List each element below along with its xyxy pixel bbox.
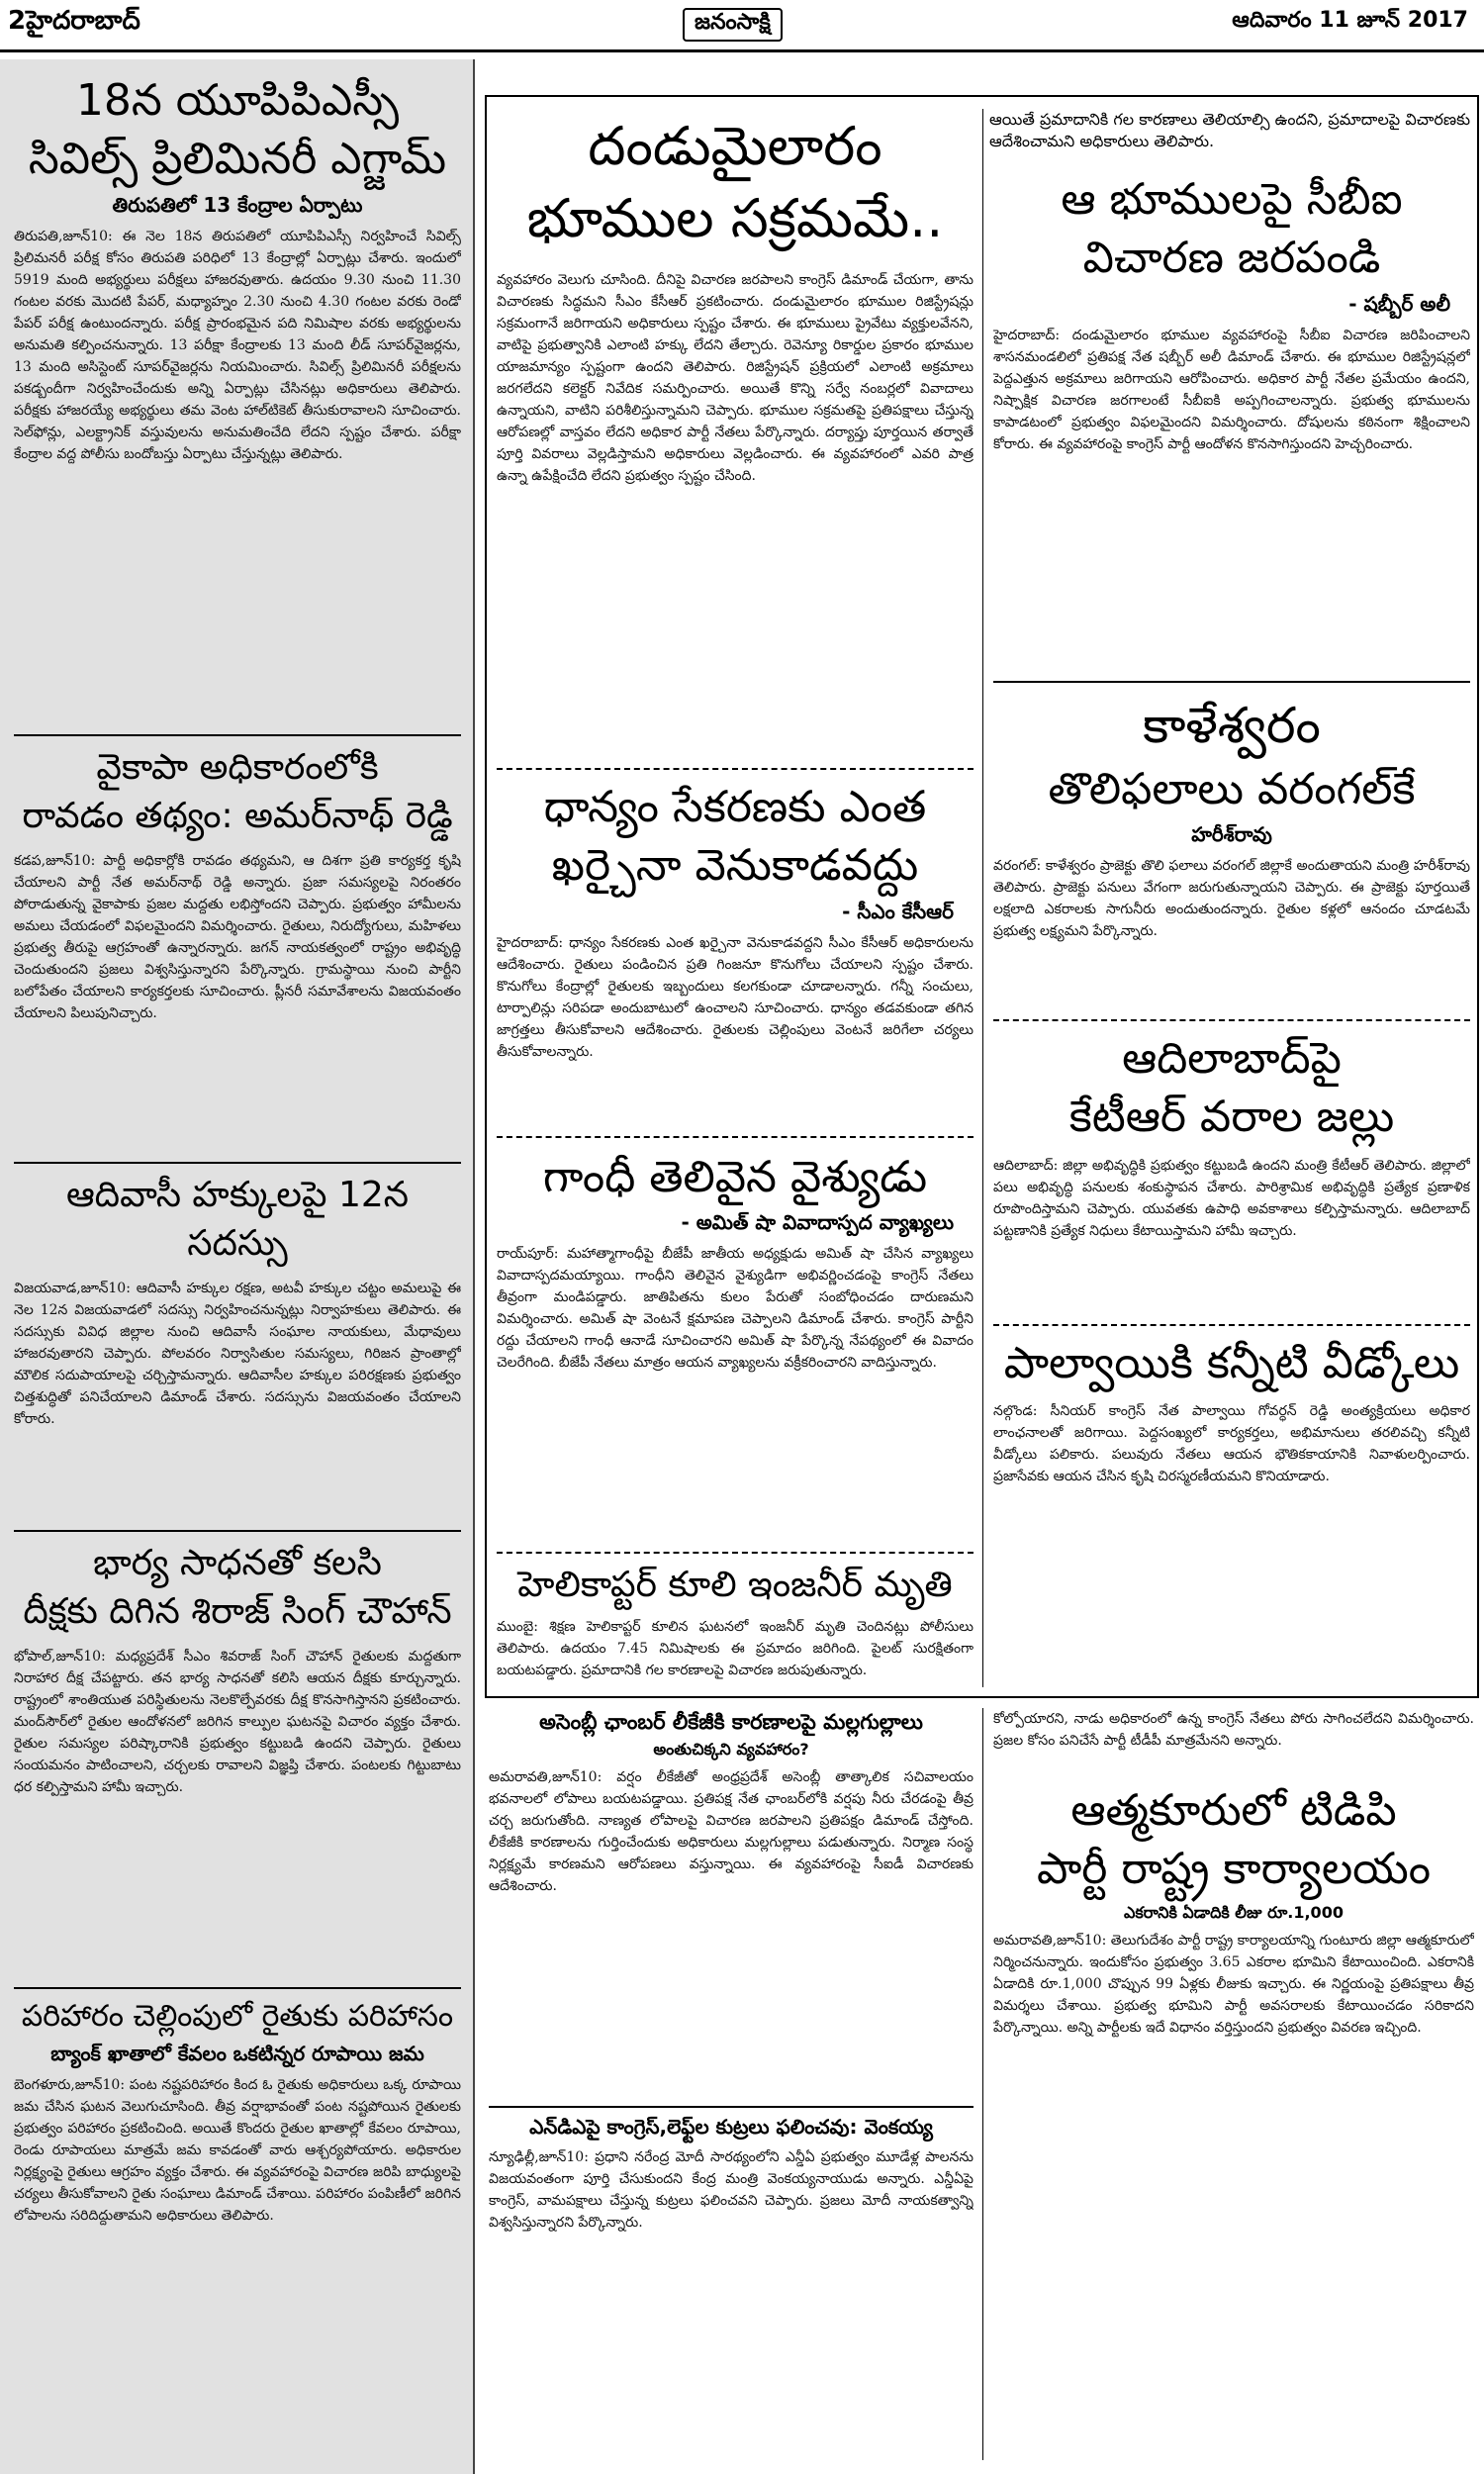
- byline: - సీఎం కేసీఆర్: [842, 899, 954, 923]
- issue-date: ఆదివారం 11 జూన్ 2017: [1232, 8, 1468, 33]
- divider: [14, 1987, 461, 1989]
- article-ycp: [14, 744, 461, 1160]
- divider: [14, 1162, 461, 1164]
- article-body: రాయ్‌పూర్‌: మహాత్మాగాంధీపై బీజేపీ జాతీయ అధ్యక్షుడు అమిత్‌ షా చేసిన వ్యాఖ్యలు వివాదాస్పదమయ్యాయి. గాంధీని తెలివైన వైశ్యుడిగా అభివర్ణించడంపై కాంగ్రెస్‌ నేతలు తీవ్రంగా మండిపడ్డారు. జాతిపితను కులం పేరుతో సంబోధించడం దారుణమని విమర్శించారు. అమిత్‌ షా వెంటనే క్షమాపణ చెప్పాలని డిమాండ్‌ చేశారు. కాంగ్రెస్‌ పార్టీని రద్దు చేయాలని గాంధీ ఆనాడే సూచించారని అమిత్‌ షా పేర్కొన్న నేపథ్యంలో ఈ వివాదం చెలరేగింది. బీజేపీ నేతలు మాత్రం ఆయన వ్యాఖ్యలను వక్రీకరించారని వాదిస్తున్నారు.: [497, 1246, 974, 1372]
- headline: వైకాపా అధికారంలోకి: [96, 747, 379, 788]
- dashed-divider: [497, 1552, 974, 1554]
- article-dandumailaram: [497, 111, 974, 764]
- article-body: న్యూఢిల్లీ,జూన్‌10: ప్రధాని నరేంద్ర మోదీ సారథ్యంలోని ఎన్డీఏ ప్రభుత్వం మూడేళ్ల పాలనను విజయవంతంగా పూర్తి చేసుకుందని కేంద్ర మంత్రి వెంకయ్యనాయుడు అన్నారు. ఎన్డీఏపై కాంగ్రెస్‌, వామపక్షాలు చేస్తున్న కుట్రలు ఫలించవని చెప్పారు. ప్రజలు మోదీ నాయకత్వాన్ని విశ్వసిస్తున్నారని పేర్కొన్నారు.: [489, 2149, 974, 2231]
- dashed-divider: [497, 1136, 974, 1138]
- headline: పరిహారం చెల్లింపులో రైతుకు పరిహాసం: [21, 1999, 454, 2034]
- article-body: బెంగళూరు,జూన్‌10: పంట నష్టపరిహారం కింద ఓ రైతుకు అధికారులు ఒక్క రూపాయి జమ చేసిన ఘటన వెలుగుచూసింది. తీవ్ర వర్షాభావంతో పంట నష్టపోయిన రైతులకు ప్రభుత్వం పరిహారం ప్రకటించింది. అయితే కొందరు రైతుల ఖాతాల్లో కేవలం రూపాయి, రెండు రూపాయలు మాత్రమే జమ కావడంతో వారు ఆశ్చర్యపోయారు. అధికారుల నిర్లక్ష్యంపై రైతులు ఆగ్రహం వ్యక్తం చేశారు. ఈ వ్యవహారంపై విచారణ జరిపి బాధ్యులపై చర్యలు తీసుకోవాలని రైతు సంఘాలు డిమాండ్‌ చేశాయి. పరిహారం పంపిణీలో జరిగిన లోపాలను సరిదిద్దుతామని అధికారులు తెలిపారు.: [14, 2076, 461, 2224]
- column-divider: [982, 1708, 983, 2460]
- header-rule: [0, 49, 1484, 52]
- article-adilabad: [993, 1029, 1470, 1316]
- byline: - షబ్బీర్ అలీ: [1348, 291, 1450, 316]
- column-divider: [982, 109, 983, 1687]
- byline: హరీశ్‌రావు: [1191, 821, 1272, 846]
- divider: [993, 681, 1470, 683]
- headline: ఆత్మకూరులో టిడిపి: [1070, 1785, 1397, 1836]
- article-kaleshwaram: [993, 693, 1470, 1019]
- divider: [14, 1530, 461, 1532]
- headline: భూముల సక్రమమే..: [526, 186, 944, 249]
- article-body: నల్గొండ: సీనియర్‌ కాంగ్రెస్‌ నేత పాల్వాయి గోవర్ధన్‌ రెడ్డి అంత్యక్రియలు అధికార లాంఛనాలతో జరిగాయి. పెద్దసంఖ్యలో కార్యకర్తలు, అభిమానులు తరలివచ్చి కన్నీటి వీడ్కోలు పలికారు. పలువురు నేతలు ఆయన భౌతికకాయానికి నివాళులర్పించారు. ప్రజాసేవకు ఆయన చేసిన కృషి చిరస్మరణీయమని కొనియాడారు.: [993, 1403, 1470, 1485]
- headline: తొలిఫలాలు వరంగల్‌కే: [1048, 763, 1416, 814]
- page-header: [0, 0, 1484, 59]
- article-intro: కోల్పోయారని, నాడు అధికారంలో ఉన్న కాంగ్రెస్‌ నేతలు పోరు సాగించలేదని విమర్శించారు. ప్రజల కోసం పనిచేసే పార్టీ టీడీపీ మాత్రమేనని అన్నారు.: [993, 1711, 1474, 1749]
- dashed-divider: [993, 1324, 1470, 1326]
- headline: ఆదిలాబాద్‌పై: [1122, 1033, 1342, 1084]
- headline: పాల్వాయికి కన్నీటి వీడ్కోలు: [1003, 1338, 1460, 1388]
- article-body: వరంగల్‌: కాళేశ్వరం ప్రాజెక్టు తొలి ఫలాలు వరంగల్‌ జిల్లాకే అందుతాయని మంత్రి హరీశ్‌రావు తెలిపారు. ప్రాజెక్టు పనులు వేగంగా జరుగుతున్నాయని చెప్పారు. ఈ ప్రాజెక్టు పూర్తయితే లక్షలాది ఎకరాలకు సాగునీరు అందుతుందన్నారు. రైతుల కళ్లలో ఆనందం చూడటమే ప్రభుత్వ లక్ష్యమని పేర్కొన్నారు.: [993, 857, 1470, 939]
- headline: దీక్షకు దిగిన శిరాజ్ సింగ్ చౌహాన్: [23, 1590, 452, 1632]
- cbi-top-note: [989, 109, 1470, 168]
- headline: దండుమైలారం: [588, 115, 882, 177]
- headline: ఖర్చైనా వెనుకాడవద్దు: [551, 840, 919, 892]
- article-compensation: [14, 1997, 461, 2462]
- dashed-divider: [497, 768, 974, 770]
- article-body: హైదరాబాద్‌: ధాన్యం సేకరణకు ఎంత ఖర్చైనా వెనుకాడవద్దని సీఎం కేసీఆర్‌ అధికారులను ఆదేశించారు. రైతులు పండించిన ప్రతి గింజనూ కొనుగోలు చేయాలని స్పష్టం చేశారు. కొనుగోలు కేంద్రాల్లో రైతులకు ఇబ్బందులు కలగకుండా చూడాలన్నారు. గన్నీ సంచులు, టార్పాలిన్లు సరిపడా అందుబాటులో ఉంచాలని సూచించారు. ధాన్యం తడవకుండా తగిన జాగ్రత్తలు తీసుకోవాలని ఆదేశించారు. రైతులకు చెల్లింపులు వెంటనే జరిగేలా చర్యలు తీసుకోవాలన్నారు.: [497, 934, 974, 1060]
- article-body: హైదరాబాద్‌: దండుమైలారం భూముల వ్యవహారంపై సీబీఐ విచారణ జరిపించాలని శాసనమండలిలో ప్రతిపక్ష నేత షబ్బీర్‌ అలీ డిమాండ్‌ చేశారు. ఈ భూముల రిజిస్ట్రేషన్లలో పెద్దఎత్తున అక్రమాలు జరిగాయని ఆరోపించారు. అధికార పార్టీ నేతల ప్రమేయం ఉందని, నిష్పాక్షిక విచారణ జరగాలంటే సీబీఐకి అప్పగించాలన్నారు. ప్రభుత్వ భూములను కాపాడటంలో ప్రభుత్వం విఫలమైందని విమర్శించారు. దోషులను కఠినంగా శిక్షించాలని కోరారు. ఈ వ్యవహారంపై కాంగ్రెస్‌ పార్టీ ఆందోళన కొనసాగిస్తుందని హెచ్చరించారు.: [993, 327, 1470, 452]
- article-body: అమరావతి,జూన్‌10: వర్షం లీకేజీతో అంధ్రప్రదేశ్‌ అసెంబ్లీ తాత్కాలిక సచివాలయం భవనాలలో లోపాలు బయటపడ్డాయి. ప్రతిపక్ష నేత ఛాంబర్‌లోకి వర్షపు నీరు చేరడంపై తీవ్ర చర్చ జరుగుతోంది. నాణ్యత లోపాలపై విచారణ జరపాలని ప్రతిపక్షం డిమాండ్‌ చేస్తోంది. లీకేజీకి కారణాలను గుర్తించేందుకు అధికారులు మల్లగుల్లాలు పడుతున్నారు. నిర్మాణ సంస్థ నిర్లక్ష్యమే కారణమని ఆరోపణలు వస్తున్నాయి. ఈ వ్యవహారంపై సీఐడీ విచారణకు ఆదేశించారు.: [489, 1769, 974, 1895]
- article-body: భోపాల్‌,జూన్‌10: మధ్యప్రదేశ్‌ సీఎం శివరాజ్‌ సింగ్‌ చౌహాన్‌ రైతులకు మద్దతుగా నిరాహార దీక్ష చేపట్టారు. తన భార్య సాధనతో కలిసి ఆయన దీక్షకు కూర్చున్నారు. రాష్ట్రంలో శాంతియుత పరిస్థితులను నెలకొల్పేవరకు దీక్ష కొనసాగిస్తానని ప్రకటించారు. మంద్‌సౌర్‌లో రైతుల ఆందోళనలో జరిగిన కాల్పుల ఘటనపై విచారం వ్యక్తం చేశారు. రైతుల సమస్యల పరిష్కారానికి ప్రభుత్వం కట్టుబడి ఉందని చెప్పారు. రైతులు సంయమనం పాటించాలని, చర్చలకు రావాలని విజ్ఞప్తి చేశారు. పంటలకు గిట్టుబాటు ధర కల్పిస్తామని హామీ ఇచ్చారు.: [14, 1649, 461, 1796]
- article-body: ఆదిలాబాద్‌: జిల్లా అభివృద్ధికి ప్రభుత్వం కట్టుబడి ఉందని మంత్రి కేటీఆర్‌ తెలిపారు. జిల్లాలో పలు అభివృద్ధి పనులకు శంకుస్థాపన చేశారు. పారిశ్రామిక అభివృద్ధికి ప్రత్యేక ప్రణాళిక రూపొందిస్తామని చెప్పారు. యువతకు ఉపాధి అవకాశాలు కల్పిస్తామన్నారు. ఆదిలాబాద్‌ పట్టణానికి ప్రత్యేక నిధులు కేటాయిస్తామని హామీ ఇచ్చారు.: [993, 1157, 1470, 1239]
- article-adivasi: [14, 1172, 461, 1528]
- article-assembly-leakage: [489, 1708, 974, 2104]
- divider: [14, 734, 461, 736]
- article-venkaiah: [489, 2114, 974, 2462]
- subheadline: తిరుపతిలో 13 కేంద్రాల ఏర్పాటు: [112, 192, 363, 217]
- newspaper-logo: జనంసాక్షి: [683, 8, 783, 42]
- article-atmakur: [993, 1708, 1474, 2460]
- article-body: ముంబై: శిక్షణ హెలికాప్టర్‌ కూలిన ఘటనలో ఇంజనీర్‌ మృతి చెందినట్లు పోలీసులు తెలిపారు. ఉదయం 7.45 నిమిషాలకు ఈ ప్రమాదం జరిగింది. పైలట్‌ సురక్షితంగా బయటపడ్డారు. ప్రమాదానికి గల కారణాలపై విచారణ జరుపుతున్నారు.: [497, 1618, 974, 1678]
- article-helicopter: [497, 1562, 974, 1690]
- note-text: ఆయితే ప్రమాదానికి గల కారణాలు తెలియాల్సి ఉందని, ప్రమాదాలపై విచారణకు ఆదేశించామని అధికారులు తెలిపారు.: [989, 110, 1470, 150]
- left-column-divider: [473, 59, 475, 2474]
- headline: పార్టీ రాష్ట్ర కార్యాలయం: [1036, 1844, 1432, 1895]
- headline: ఆ భూములపై సీబీఐ: [1061, 174, 1403, 225]
- headline: రావడం తథ్యం: అమర్‌నాథ్ రెడ్డి: [22, 795, 453, 836]
- headline: ఆదివాసీ హక్కులపై 12న సదస్సు: [65, 1175, 410, 1264]
- headline: అసెంబ్లీ ఛాంబర్ లీకేజీకి కారణాలపై మల్లగుల్లాలు: [539, 1710, 923, 1734]
- article-grain-procurement: [497, 778, 974, 1203]
- headline: ఎన్‌డిఎపై కాంగ్రెస్,లెఫ్ట్‌ల కుట్రలు ఫలించవు: వెంకయ్య: [529, 2115, 933, 2139]
- article-chouhan: [14, 1540, 461, 1985]
- dashed-divider: [993, 1019, 1470, 1021]
- headline: కేటీఆర్ వరాల జల్లు: [1068, 1092, 1395, 1143]
- article-body: వ్యవహారం వెలుగు చూసింది. దీనిపై విచారణ జరపాలని కాంగ్రెస్‌ డిమాండ్‌ చేయగా, తాను విచారణకు సిద్ధమని సీఎం కేసీఆర్‌ ప్రకటించారు. దండుమైలారం భూముల రిజిస్ట్రేషన్లు సక్రమంగానే జరిగాయని అధికారులు స్పష్టం చేశారు. ఈ భూములు ప్రైవేటు వ్యక్తులవేనని, వాటిపై ప్రభుత్వానికి ఎలాంటి హక్కు లేదని తేల్చారు. రెవెన్యూ రికార్డుల ప్రకారం భూముల యాజమాన్యం స్పష్టంగా ఉందని తెలిపారు. రిజిస్ట్రేషన్‌ ప్రక్రియలో ఎలాంటి అక్రమాలు జరగలేదని కలెక్టర్‌ నివేదిక సమర్పించారు. అయితే కొన్ని సర్వే నంబర్లలో వివాదాలు ఉన్నాయని, వాటిని పరిశీలిస్తున్నామని చెప్పారు. భూముల సక్రమతపై ప్రతిపక్షాలు చేస్తున్న ఆరోపణల్లో వాస్తవం లేదని అధికార పార్టీ నేతలు పేర్కొన్నారు. దర్యాప్తు పూర్తయిన తర్వాతే పూర్తి వివరాలు వెల్లడిస్తామని అధికారులు వెల్లడించారు. ఈ వ్యవహారంలో ఎవరి పాత్ర ఉన్నా ఉపేక్షించేది లేదని ప్రభుత్వం స్పష్టం చేసింది.: [497, 271, 974, 484]
- headline: హెలికాప్టర్ కూలి ఇంజనీర్ మృతి: [517, 1565, 953, 1605]
- subheadline: అంతుచిక్కని వ్యవహారం?: [653, 1740, 809, 1760]
- subheadline: ఎకరానికి ఏడాదికి లీజు రూ.1,000: [1124, 1902, 1344, 1922]
- page-number-city: 2హైదరాబాద్: [8, 6, 140, 36]
- headline: విచారణ జరపండి: [1082, 233, 1381, 284]
- article-palvai: [993, 1334, 1470, 1680]
- headline: ధాన్యం సేకరణకు ఎంత: [543, 782, 927, 832]
- headline: 18న యూపిపిఎస్సీ: [75, 75, 400, 126]
- headline: గాంధీ తెలివైన వైశ్యుడు: [542, 1152, 928, 1202]
- subheadline: బ్యాంక్ ఖాతాలో కేవలం ఒకటిన్నర రూపాయి జమ: [50, 2041, 424, 2065]
- article-cbi: [993, 170, 1470, 705]
- headline: సివిల్స్ ప్రిలిమినరీ ఎగ్జామ్: [28, 134, 447, 185]
- article-body: కడప,జూన్‌10: పార్టీ అధికార్లోకి రావడం తథ్యమని, ఆ దిశగా ప్రతి కార్యకర్త కృషి చేయాలని పార్టీ నేత అమర్‌నాథ్‌ రెడ్డి అన్నారు. ప్రజా సమస్యలపై నిరంతరం పోరాడుతున్న వైకాపాకు ప్రజల మద్దతు లభిస్తోందని చెప్పారు. ప్రభుత్వం హామీలను అమలు చేయడంలో విఫలమైందని విమర్శించారు. రైతులు, నిరుద్యోగులు, మహిళలు ప్రభుత్వ తీరుపై ఆగ్రహంతో ఉన్నారన్నారు. జగన్‌ నాయకత్వంలో రాష్ట్రం అభివృద్ధి చెందుతుందని ప్రజలు విశ్వసిస్తున్నారని పేర్కొన్నారు. గ్రామస్థాయి నుంచి పార్టీని బలోపేతం చేయాలని కార్యకర్తలకు సూచించారు. ప్లీనరీ సమావేశాలను విజయవంతం చేయాలని పిలుపునిచ్చారు.: [14, 853, 461, 1022]
- article-body: అమరావతి,జూన్‌10: తెలుగుదేశం పార్టీ రాష్ట్ర కార్యాలయాన్ని గుంటూరు జిల్లా ఆత్మకూరులో నిర్మించనున్నారు. ఇందుకోసం ప్రభుత్వం 3.65 ఎకరాల భూమిని కేటాయించింది. ఎకరానికి ఏడాదికి రూ.1,000 చొప్పున 99 ఏళ్లకు లీజుకు ఇచ్చారు. ఈ నిర్ణయంపై ప్రతిపక్షాలు తీవ్ర విమర్శలు చేశాయి. ప్రభుత్వ భూమిని పార్టీ అవసరాలకు కేటాయించడం సరికాదని పేర్కొన్నాయి. అన్ని పార్టీలకు ఇదే విధానం వర్తిస్తుందని ప్రభుత్వం వివరణ ఇచ్చింది.: [993, 1932, 1474, 2036]
- article-upsc: [14, 71, 461, 643]
- article-body: తిరుపతి,జూన్‌10: ఈ నెల 18న తిరుపతిలో యూపిపిఎస్సీ నిర్వహించే సివిల్స్‌ ప్రిలిమనరీ పరీక్ష కోసం తిరుపతి పరిధిలో 13 కేంద్రాల్లో ఏర్పాట్లు చేశారు. ఇందులో 5919 మంది అభ్యర్థులు పరీక్షలు హాజరవుతారు. ఉదయం 9.30 నుంచి 11.30 గంటల వరకు మొదటి పేపర్‌, మధ్యాహ్నం 2.30 నుంచి 4.30 గంటల వరకు రెండో పేపర్‌ పరీక్ష ఉంటుందన్నారు. పరీక్ష ప్రారంభమైన పది నిమిషాల వరకు అభ్యర్థులను అనుమతి కల్పించనున్నారు. 13 పరీక్షా కేంద్రాలకు 13 మంది లీడ్‌ సూపర్‌వైజర్లను, 13 మంది అసిస్టెంట్‌ సూపర్‌వైజర్లను నియమించారు. సివిల్స్‌ ప్రిలిమినరీ పరీక్షలను పకడ్బందీగా నిర్వహించేందుకు అన్ని ఏర్పాట్లు చేసినట్లు అధికారులు తెలిపారు. పరీక్షకు హాజరయ్యే అభ్యర్థులు తమ వెంట హాల్‌టికెట్‌ తీసుకురావాలని సూచించారు. సెల్‌ఫోన్లు, ఎలక్ట్రానిక్‌ వస్తువులను అనుమతించేది లేదని స్పష్టం చేశారు. పరీక్షా కేంద్రాల వద్ద పోలీసు బందోబస్తు ఏర్పాటు చేస్తున్నట్లు తెలిపారు.: [14, 228, 461, 462]
- article-body: విజయవాడ,జూన్‌10: ఆదివాసీ హక్కుల రక్షణ, అటవీ హక్కుల చట్టం అమలుపై ఈ నెల 12న విజయవాడలో సదస్సు నిర్వహించనున్నట్లు నిర్వాహకులు తెలిపారు. ఈ సదస్సుకు వివిధ జిల్లాల నుంచి ఆదివాసీ సంఘాల నాయకులు, మేధావులు హాజరవుతారని చెప్పారు. పోలవరం నిర్వాసితుల సమస్యలు, గిరిజన ప్రాంతాల్లో మౌలిక సదుపాయాలపై చర్చిస్తామన్నారు. ఆదివాసీల హక్కుల పరిరక్షణకు ప్రభుత్వం చిత్తశుద్ధితో పనిచేయాలని డిమాండ్‌ చేశారు. సదస్సును విజయవంతం చేయాలని కోరారు.: [14, 1281, 461, 1428]
- article-gandhi: [497, 1148, 974, 1573]
- headline: భార్య సాధనతో కలసి: [93, 1543, 382, 1583]
- headline: కాళేశ్వరం: [1143, 697, 1321, 754]
- divider: [489, 2106, 974, 2108]
- byline: - అమిత్ షా వివాదాస్పద వ్యాఖ్యలు: [681, 1210, 954, 1235]
